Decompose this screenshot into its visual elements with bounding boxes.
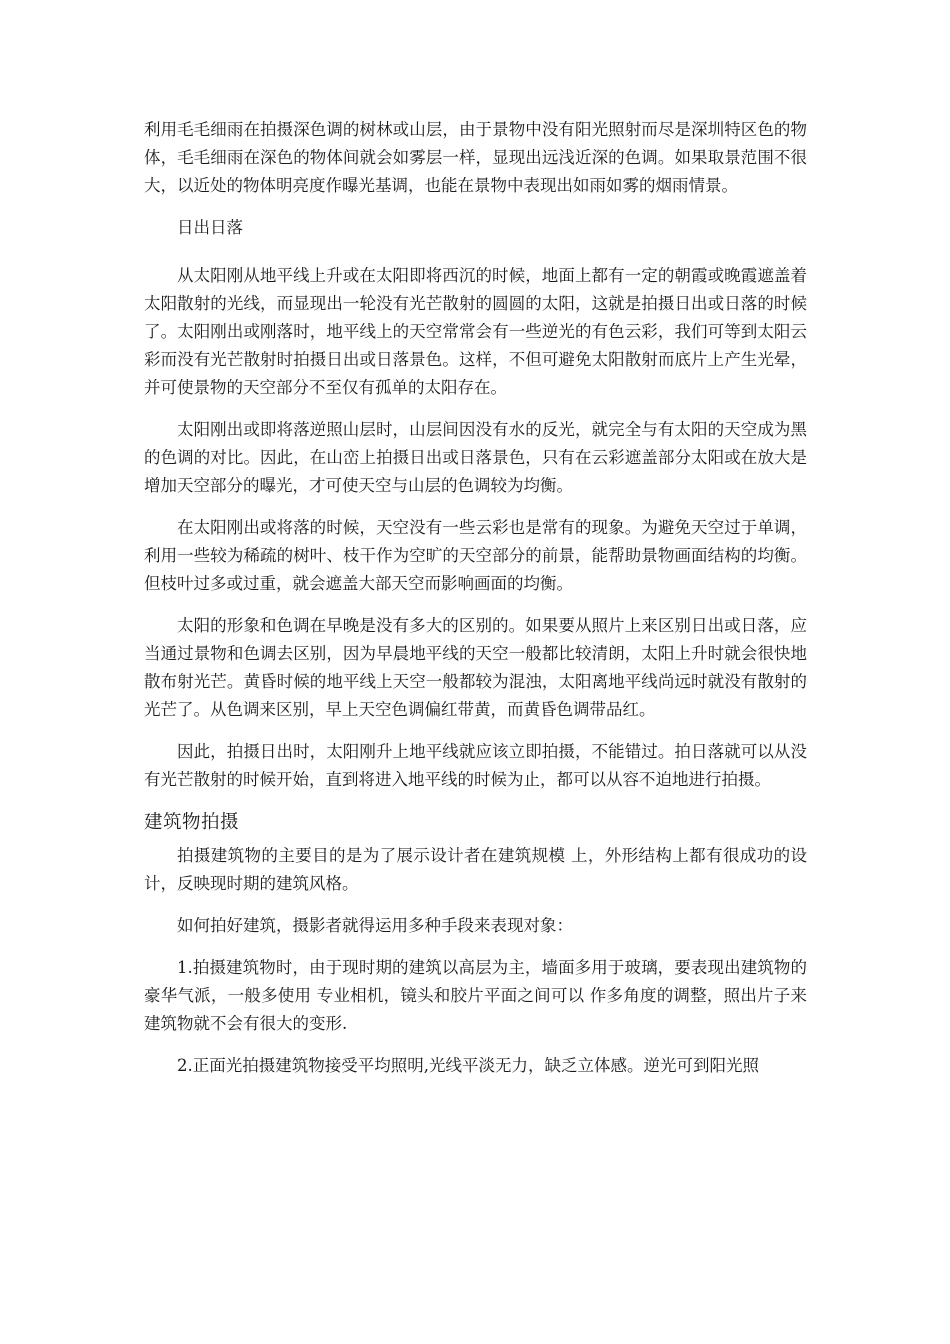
sunrise-paragraph-4: 太阳的形象和色调在早晚是没有多大的区别的。如果要从照片上来区别日出或日落，应当通过景物和色调去区别，因为早晨地平线的天空一般都比较清朗，太阳上升时就会很快地散布射光芒。黄昏时候的地平线上天空一般都较为混浊，太阳离地平线尚远时就没有散射的光芒了。从色调来区别，早上天空色调偏红带黄，而黄昏色调带品红。 xyxy=(144,616,807,719)
sunrise-paragraph-1: 从太阳刚从地平线上升或在太阳即将西沉的时候，地面上都有一定的朝霞或晚霞遮盖着太阳散射的光线，而显现出一轮没有光芒散射的圆圆的太阳，这就是拍摄日出或日落的时候了。太阳刚出或刚落时，地平线上的天空常常会有一些逆光的有色云彩，我们可等到太阳云彩而没有光芒散射时拍摄日出或日落景色。这样，不但可避免太阳散射而底片上产生光晕，并可使景物的天空部分不至仅有孤单的太阳存在。 xyxy=(144,266,807,397)
intro-paragraph: 利用毛毛细雨在拍摄深色调的树林或山层，由于景物中没有阳光照射而尽是深圳特区色的物体，毛毛细雨在深色的物体间就会如雾层一样，显现出远浅近深的色调。如果取景范围不很大，以近处的物体明亮度作曝光基调，也能在景物中表现出如雨如雾的烟雨情景。 xyxy=(144,120,807,195)
sunrise-paragraph-3: 在太阳刚出或将落的时候，天空没有一些云彩也是常有的现象。为避免天空过于单调，利用一些较为稀疏的树叶、枝干作为空旷的天空部分的前景，能帮助景物画面结构的均衡。但枝叶过多或过重，就会遮盖大部天空而影响画面的均衡。 xyxy=(144,518,807,593)
building-paragraph-4: 2.正面光拍摄建筑物接受平均照明,光线平淡无力，缺乏立体感。逆光可到阳光照 xyxy=(177,1056,759,1075)
subheading-sunrise-sunset: 日出日落 xyxy=(177,218,243,237)
document-page xyxy=(144,116,807,1094)
building-paragraph-3: 1.拍摄建筑物时，由于现时期的建筑以高层为主，墙面多用于玻璃，要表现出建筑物的豪华气派，一般多使用 专业相机，镜头和胶片平面之间可以 作多角度的调整，照出片子来建筑物就不会有很大的变形. xyxy=(144,958,807,1033)
building-paragraph-2: 如何拍好建筑，摄影者就得运用多种手段来表现对象： xyxy=(177,916,573,935)
building-paragraph-1: 拍摄建筑物的主要目的是为了展示设计者在建筑规模 上，外形结构上都有很成功的设计，反映现时期的建筑风格。 xyxy=(144,846,807,893)
sunrise-paragraph-5: 因此，拍摄日出时，太阳刚升上地平线就应该立即拍摄，不能错过。拍日落就可以从没有光芒散射的时候开始，直到将进入地平线的时候为止，都可以从容不迫地进行拍摄。 xyxy=(144,742,807,789)
sunrise-paragraph-2: 太阳刚出或即将落逆照山层时，山层间因没有水的反光，就完全与有太阳的天空成为黑的色调的对比。因此，在山峦上拍摄日出或日落景色，只有在云彩遮盖部分太阳或在放大是增加天空部分的曝光，才可使天空与山层的色调较为均衡。 xyxy=(144,420,807,495)
section-title-building: 建筑物拍摄 xyxy=(144,812,240,833)
